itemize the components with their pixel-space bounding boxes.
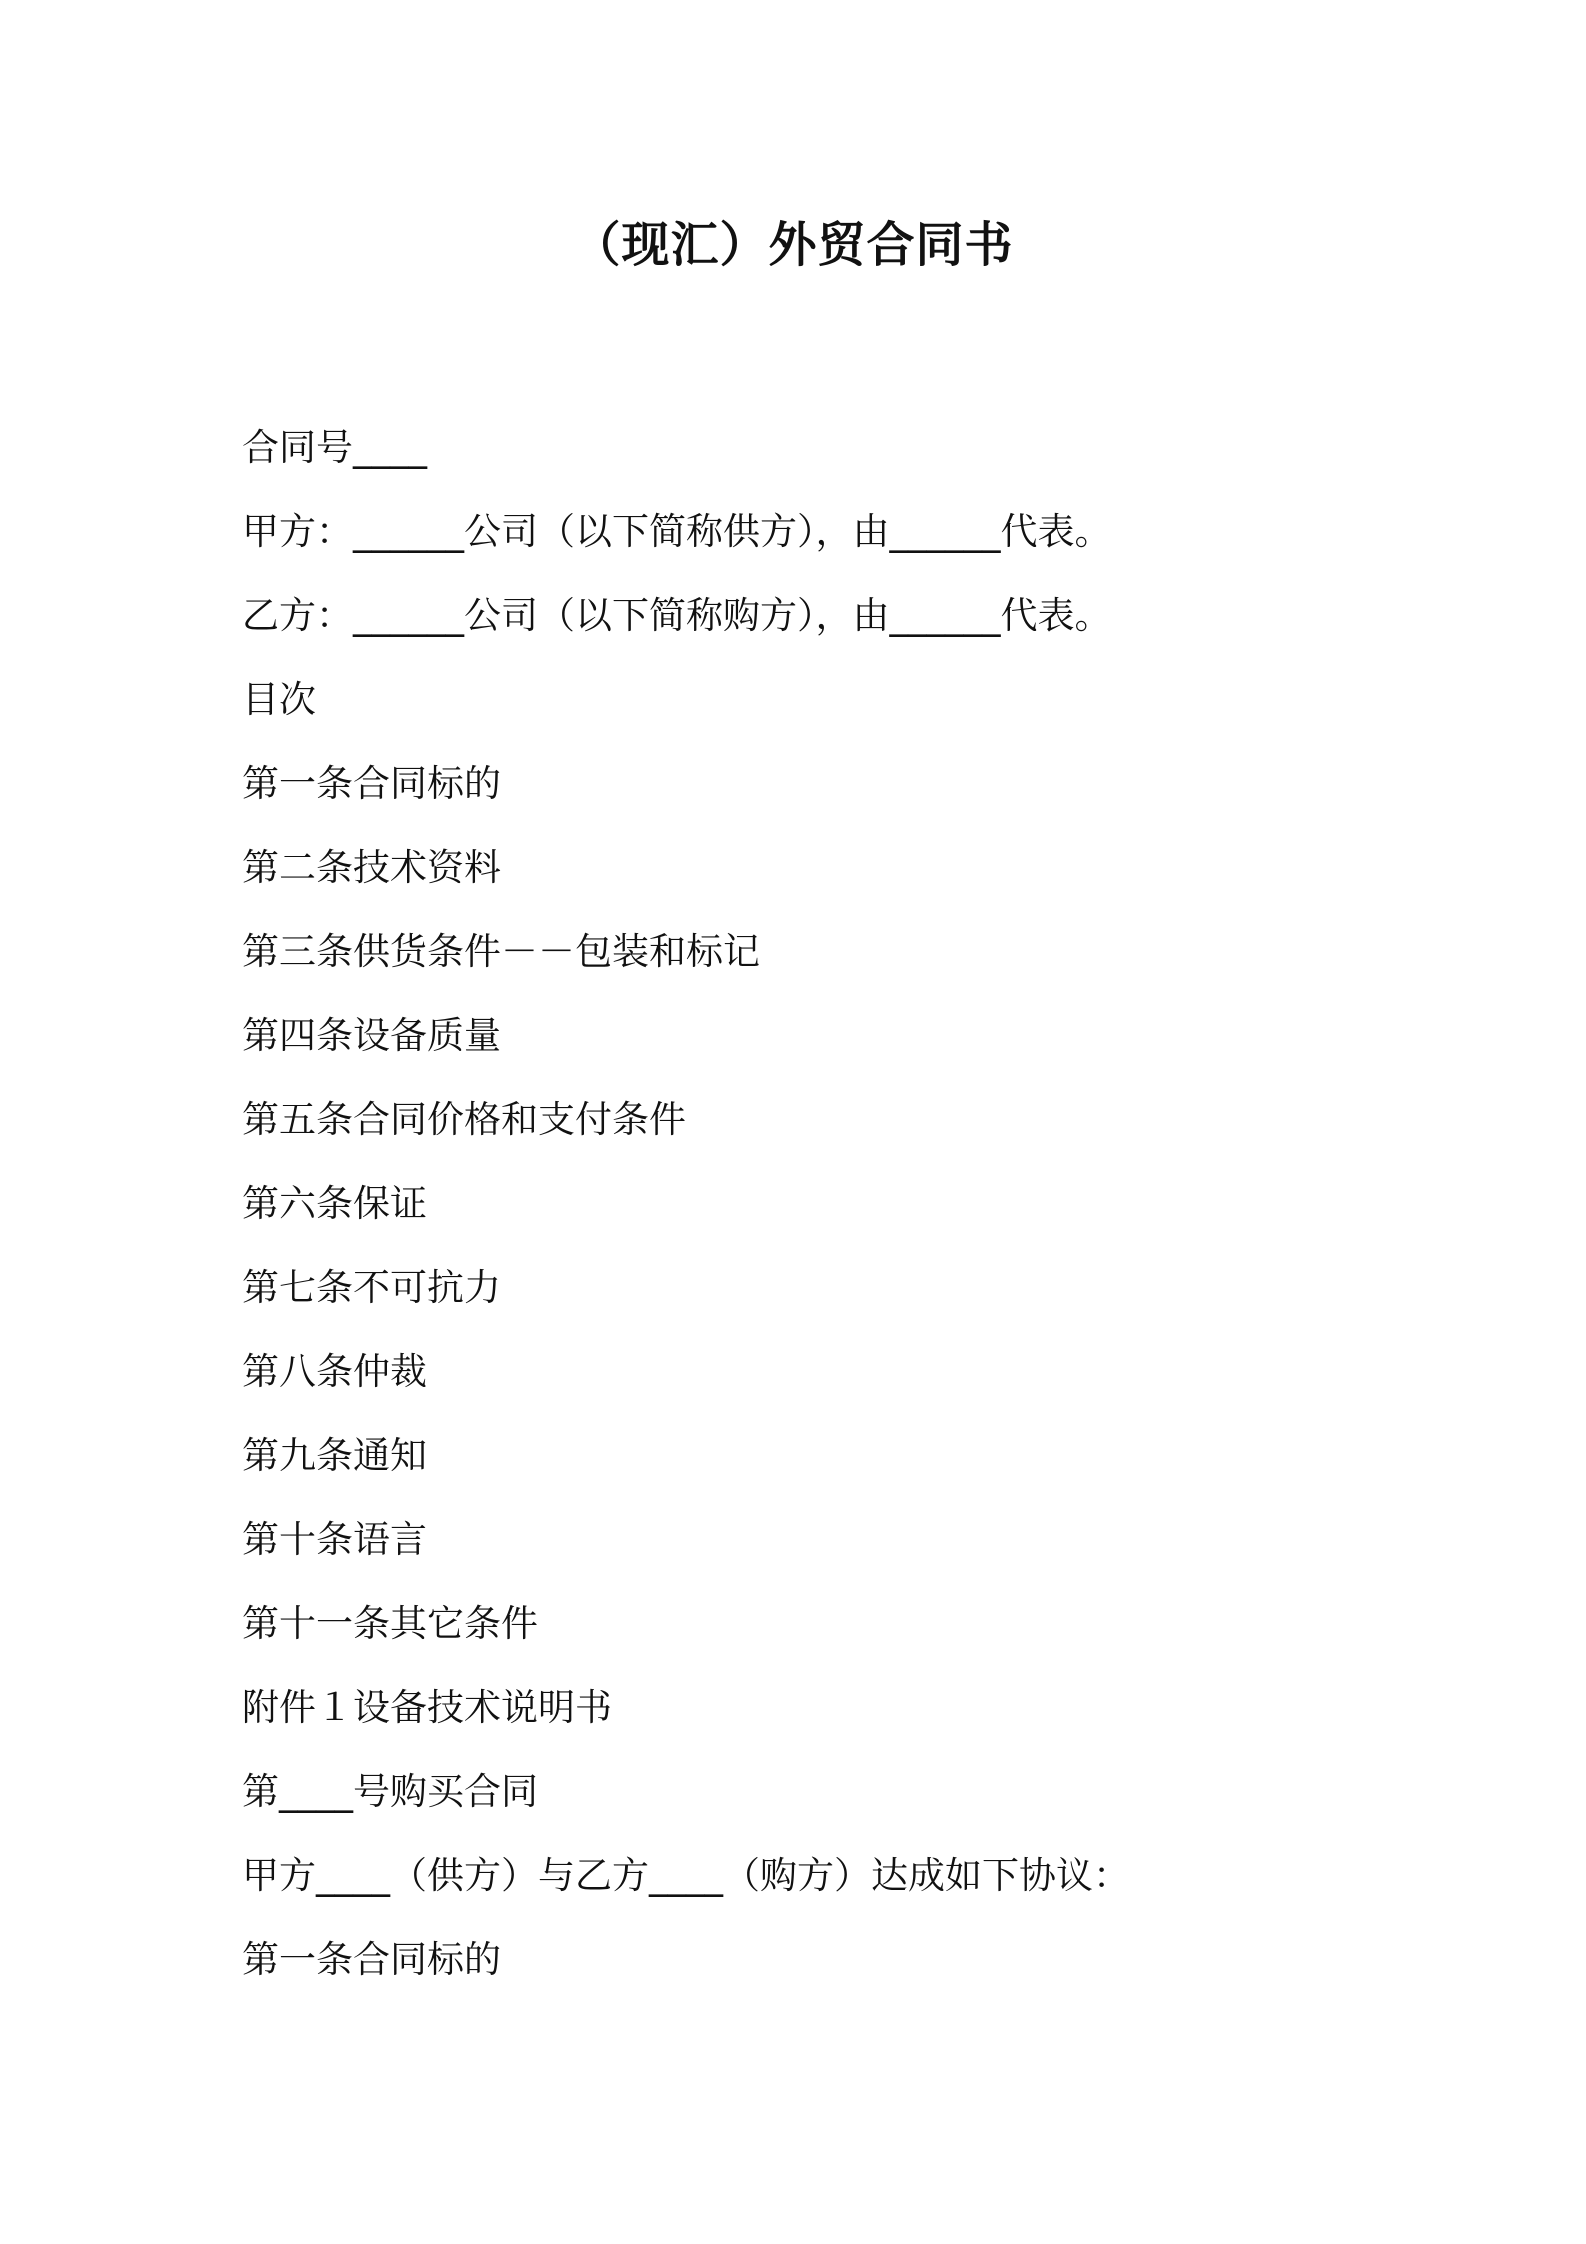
purchase-contract-line: 第____号购买合同: [242, 1770, 538, 1813]
toc-item: 第三条供货条件－－包装和标记: [242, 930, 760, 973]
toc-item: 第十一条其它条件: [242, 1602, 538, 1645]
toc-item: 第四条设备质量: [242, 1014, 501, 1057]
toc-item: 第八条仲裁: [242, 1350, 427, 1393]
toc-item: 第七条不可抗力: [242, 1266, 501, 1309]
party-a-line: 甲方：______公司（以下简称供方），由______代表。: [242, 510, 1112, 553]
section-heading: 第一条合同标的: [242, 1938, 501, 1981]
party-b-line: 乙方：______公司（以下简称购方），由______代表。: [242, 594, 1112, 637]
toc-item: 第一条合同标的: [242, 762, 501, 805]
toc-item: 第五条合同价格和支付条件: [242, 1098, 686, 1141]
toc-item: 第二条技术资料: [242, 846, 501, 889]
toc-item: 第六条保证: [242, 1182, 427, 1225]
toc-item: 附件１设备技术说明书: [242, 1686, 612, 1729]
toc-heading: 目次: [242, 678, 316, 721]
agreement-line: 甲方____（供方）与乙方____（购方）达成如下协议：: [242, 1854, 1130, 1897]
toc-item: 第十条语言: [242, 1518, 427, 1561]
document-title: （现汇）外贸合同书: [572, 217, 1014, 273]
contract-number-line: 合同号____: [242, 426, 427, 469]
document-body: [242, 406, 1362, 2002]
toc-item: 第九条通知: [242, 1434, 427, 1477]
